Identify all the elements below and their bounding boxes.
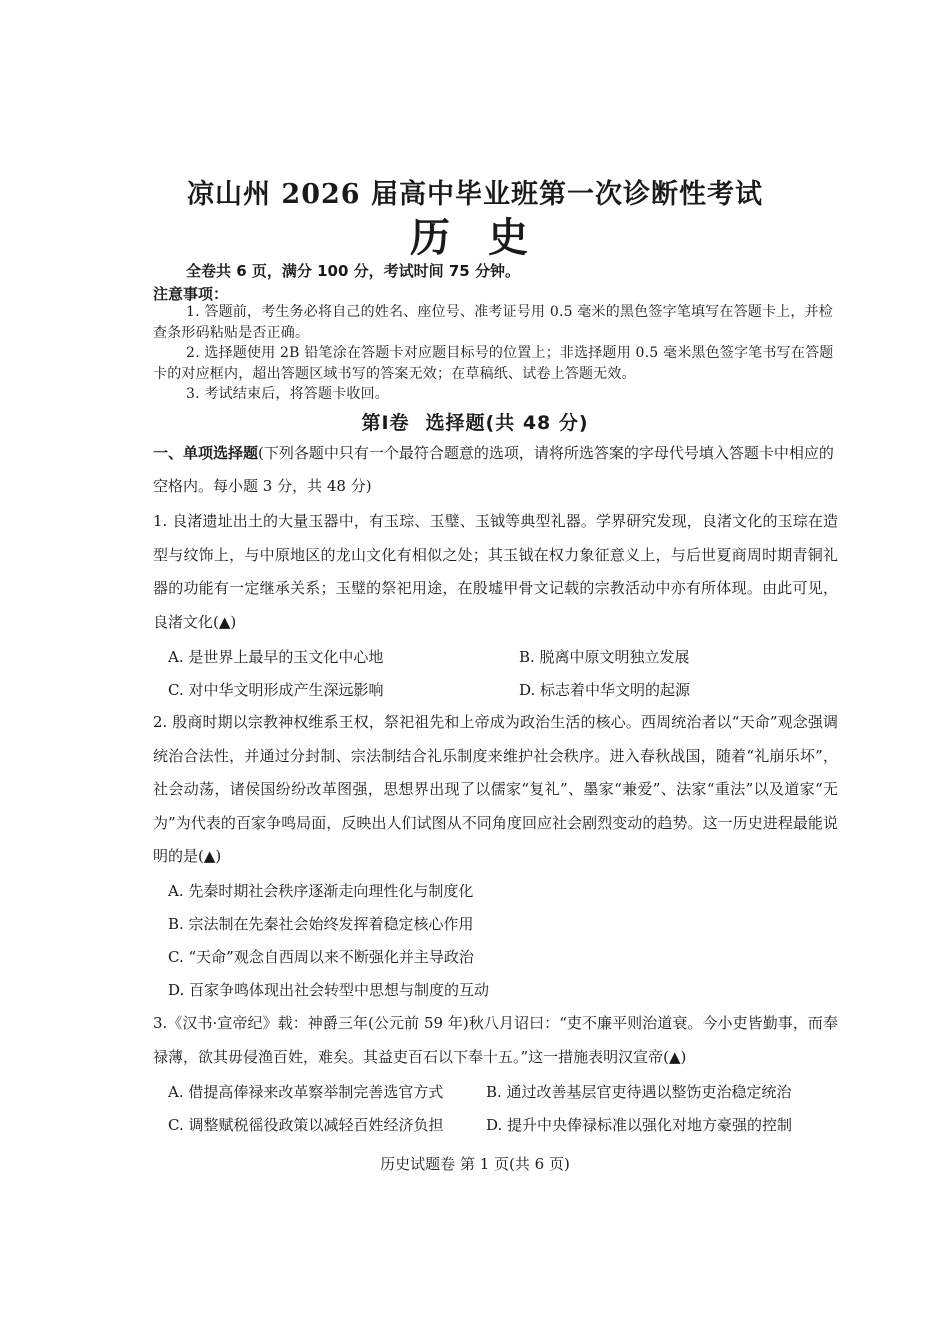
question-2-option-a: A. 先秦时期社会秩序逐渐走向理性化与制度化 (168, 882, 474, 900)
question-1-stem: 1. 良渚遗址出土的大量玉器中，有玉琮、玉璧、玉钺等典型礼器。学界研究发现，良渚文化的玉琮在造型与纹饰上，与中原地区的龙山文化有相似之处；其玉钺在权力象征意义上，与后世夏商周时期青铜礼器的功能有一定继承关系；玉璧的祭祀用途，在殷墟甲骨文记载的宗教活动中亦有所体现。由此可见，良渚文化(▲) (153, 512, 838, 631)
question-3-stem: 3.《汉书·宣帝纪》载：神爵三年(公元前 59 年)秋八月诏曰：“吏不廉平则治道衰。今小吏皆勤事，而奉禄薄，欲其毋侵渔百姓，难矣。其益吏百石以下奉十五。”这一措施表明汉宣帝(▲) (153, 1014, 838, 1066)
question-type-heading: 一、单项选择题 (153, 444, 259, 462)
section-name: 选择题(共 48 分) (425, 412, 589, 434)
question-3-option-b: B. 通过改善基层官吏待遇以整饬吏治稳定统治 (486, 1083, 792, 1101)
question-3-option-a: A. 借提高俸禄来改革察举制完善选官方式 (168, 1083, 444, 1101)
subject-title: 历 史 (410, 214, 540, 261)
exam-info: 全卷共 6 页，满分 100 分，考试时间 75 分钟。 (186, 262, 520, 280)
notice-heading: 注意事项： (153, 285, 229, 303)
section-heading (0, 408, 950, 435)
notice-item-1: 1. 答题前，考生务必将自己的姓名、座位号、准考证号用 0.5 毫米的黑色签字笔填写在答题卡上，并检查条形码粘贴是否正确。 (153, 304, 833, 341)
question-type-instructions: (下列各题中只有一个最符合题意的选项，请将所选答案的字母代号填入答题卡中相应的空格内。每小题 3 分，共 48 分) (153, 444, 834, 495)
page-footer: 历史试题卷 第 1 页(共 6 页) (380, 1155, 570, 1173)
question-3-option-c: C. 调整赋税徭役政策以减轻百姓经济负担 (168, 1116, 444, 1134)
question-2-option-b: B. 宗法制在先秦社会始终发挥着稳定核心作用 (168, 915, 474, 933)
notice-item-2: 2. 选择题使用 2B 铅笔涂在答题卡对应题目标号的位置上；非选择题用 0.5 毫米黑色签字笔书写在答题卡的对应框内，超出答题区域书写的答案无效；在草稿纸、试卷上答题无效。 (153, 345, 834, 382)
exam-title: 凉山州 2026 届高中毕业班第一次诊断性考试 (187, 179, 763, 210)
question-1-option-a: A. 是世界上最早的玉文化中心地 (168, 648, 384, 666)
question-1-option-b: B. 脱离中原文明独立发展 (519, 648, 690, 666)
question-1-option-d: D. 标志着中华文明的起源 (519, 681, 691, 699)
section-part: 第Ⅰ卷 (361, 412, 410, 434)
question-3-option-d: D. 提升中央俸禄标准以强化对地方豪强的控制 (486, 1116, 793, 1134)
question-1-option-c: C. 对中华文明形成产生深远影响 (168, 681, 384, 699)
notice-item-3: 3. 考试结束后，将答题卡收回。 (186, 386, 390, 402)
question-2-option-d: D. 百家争鸣体现出社会转型中思想与制度的互动 (168, 981, 490, 999)
question-type-intro (153, 437, 838, 503)
question-2-stem: 2. 殷商时期以宗教神权维系王权，祭祀祖先和上帝成为政治生活的核心。西周统治者以“天命”观念强调统治合法性，并通过分封制、宗法制结合礼乐制度来维护社会秩序。进入春秋战国，随着“礼崩乐坏”，社会动荡，诸侯国纷纷改革图强，思想界出现了以儒家“复礼”、墨家“兼爱”、法家“重法”以及道家“无为”为代表的百家争鸣局面，反映出人们试图从不同角度回应社会剧烈变动的趋势。这一历史进程最能说明的是(▲) (153, 713, 838, 865)
question-2-option-c: C. “天命”观念自西周以来不断强化并主导政治 (168, 948, 474, 966)
